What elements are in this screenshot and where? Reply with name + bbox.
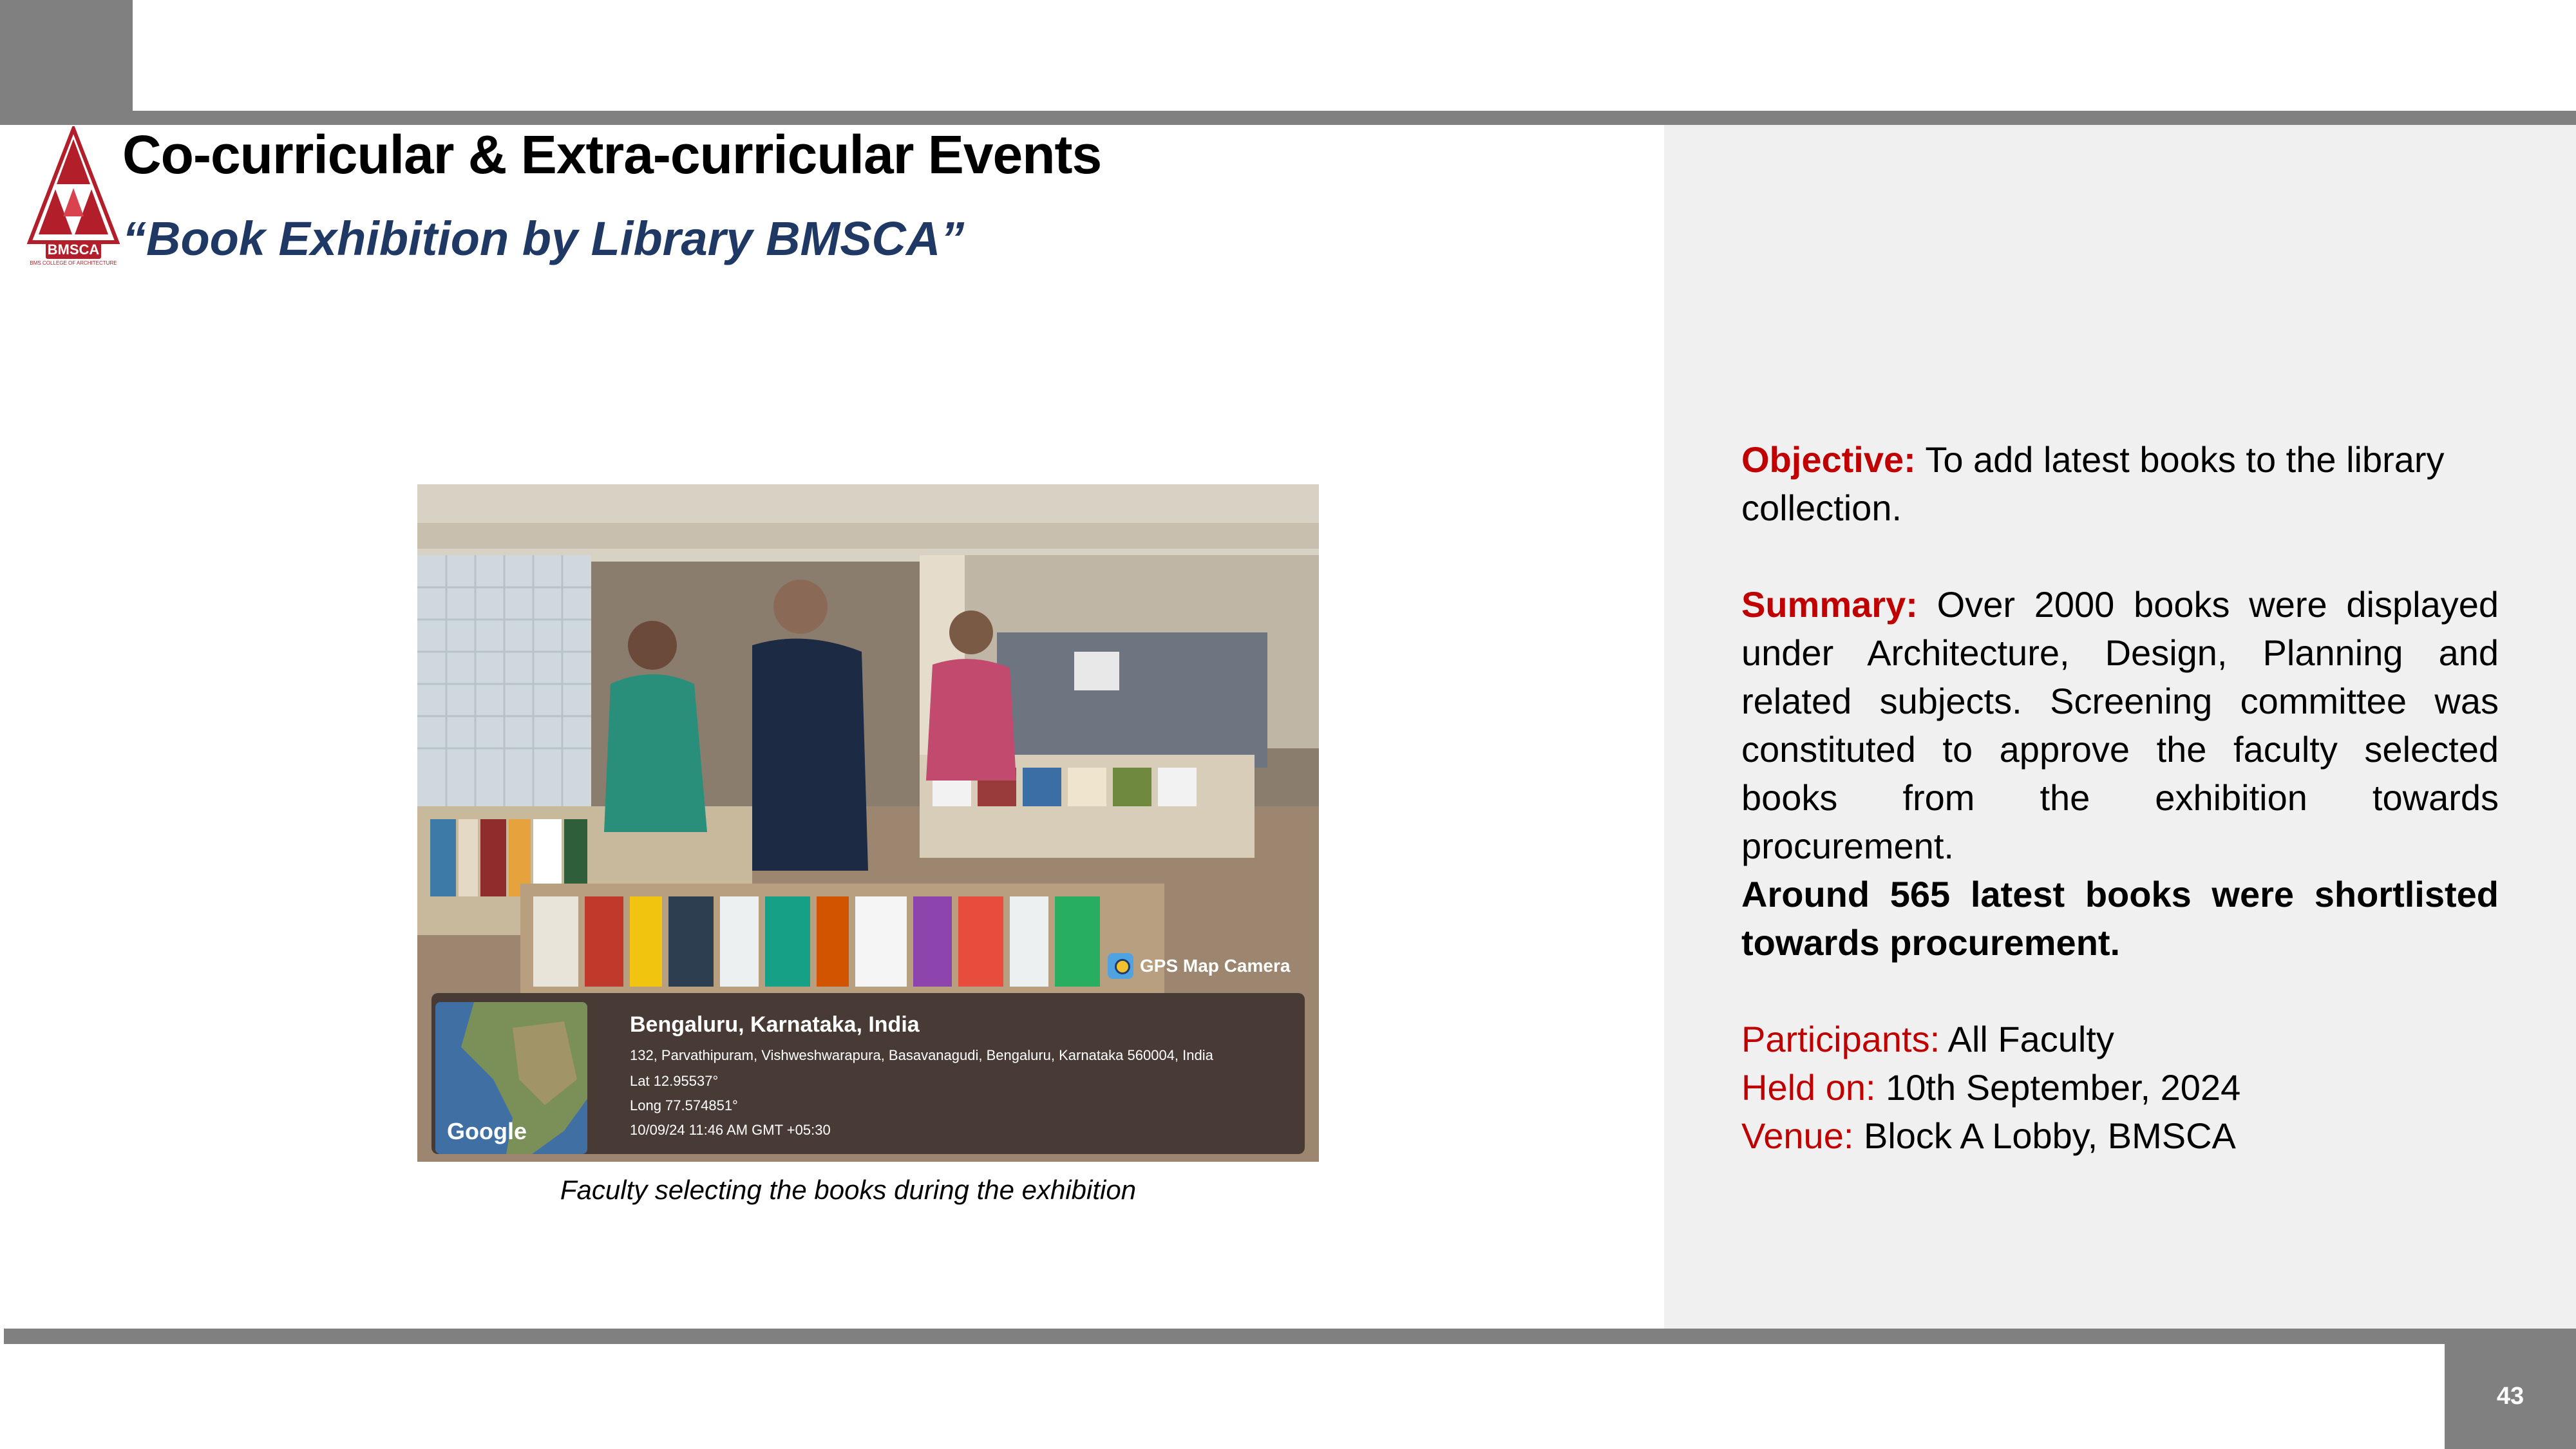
objective-label: Objective:: [1741, 439, 1916, 480]
venue-line: [1741, 1112, 2499, 1160]
summary-label: Summary:: [1741, 584, 1918, 625]
top-divider-bar: [0, 111, 2576, 125]
geotag-longitude: Long 77.574851°: [630, 1097, 738, 1113]
bottom-divider-bar: [4, 1329, 2576, 1344]
venue-label: Venue:: [1741, 1115, 1854, 1156]
venue-value: Block A Lobby, BMSCA: [1853, 1115, 2236, 1156]
geotag-latitude: Lat 12.95537°: [630, 1073, 719, 1089]
logo-subtext: BMS COLLEGE OF ARCHITECTURE: [30, 260, 117, 266]
objective-text: To add latest books to the library collection.: [1741, 439, 2445, 528]
logo-text: BMSCA: [46, 241, 101, 259]
participants-value: All Faculty: [1940, 1019, 2114, 1059]
summary-paragraph: [1741, 580, 2499, 870]
geotag-location: Bengaluru, Karnataka, India: [630, 1012, 920, 1037]
page-number: 43: [2496, 1383, 2524, 1410]
participants-line: [1741, 1015, 2499, 1063]
page-subtitle: “Book Exhibition by Library BMSCA”: [122, 212, 965, 265]
gps-badge-label: GPS Map Camera: [1140, 956, 1291, 976]
geotag-datetime: 10/09/24 11:46 AM GMT +05:30: [630, 1122, 831, 1138]
page-number-box: [2445, 1344, 2576, 1449]
logo-emblem-icon: [26, 126, 121, 249]
gps-camera-badge: [1108, 953, 1290, 979]
spacer: [1741, 967, 2499, 1015]
college-logo: [26, 126, 121, 267]
objective-paragraph: [1741, 435, 2499, 532]
page-title: Co-curricular & Extra-curricular Events: [122, 124, 1102, 185]
held-on-label: Held on:: [1741, 1067, 1876, 1108]
gps-camera-icon: [1108, 953, 1133, 979]
shortlist-highlight: Around 565 latest books were shortlisted towards procurement.: [1741, 874, 2499, 963]
participants-label: Participants:: [1741, 1019, 1940, 1059]
event-details: [1741, 435, 2499, 1160]
spacer: [1741, 532, 2499, 580]
held-on-value: 10th September, 2024: [1875, 1067, 2241, 1108]
geotag-address: 132, Parvathipuram, Vishweshwarapura, Basavanagudi, Bengaluru, Karnataka 560004, India: [630, 1047, 1213, 1063]
held-on-line: [1741, 1063, 2499, 1112]
map-provider-label: Google: [447, 1118, 527, 1144]
summary-text: Over 2000 books were displayed under Architecture, Design, Planning and related subjects. Screening committee was constituted to approve the faculty selected books from the exhibition towards procurement.: [1741, 584, 2499, 866]
exhibition-photo: [417, 484, 1319, 1162]
photo-caption: Faculty selecting the books during the exhibition: [560, 1175, 1137, 1205]
map-thumbnail: [435, 1002, 587, 1154]
geotag-overlay: [431, 993, 1305, 1154]
top-left-accent-block: [0, 0, 133, 125]
